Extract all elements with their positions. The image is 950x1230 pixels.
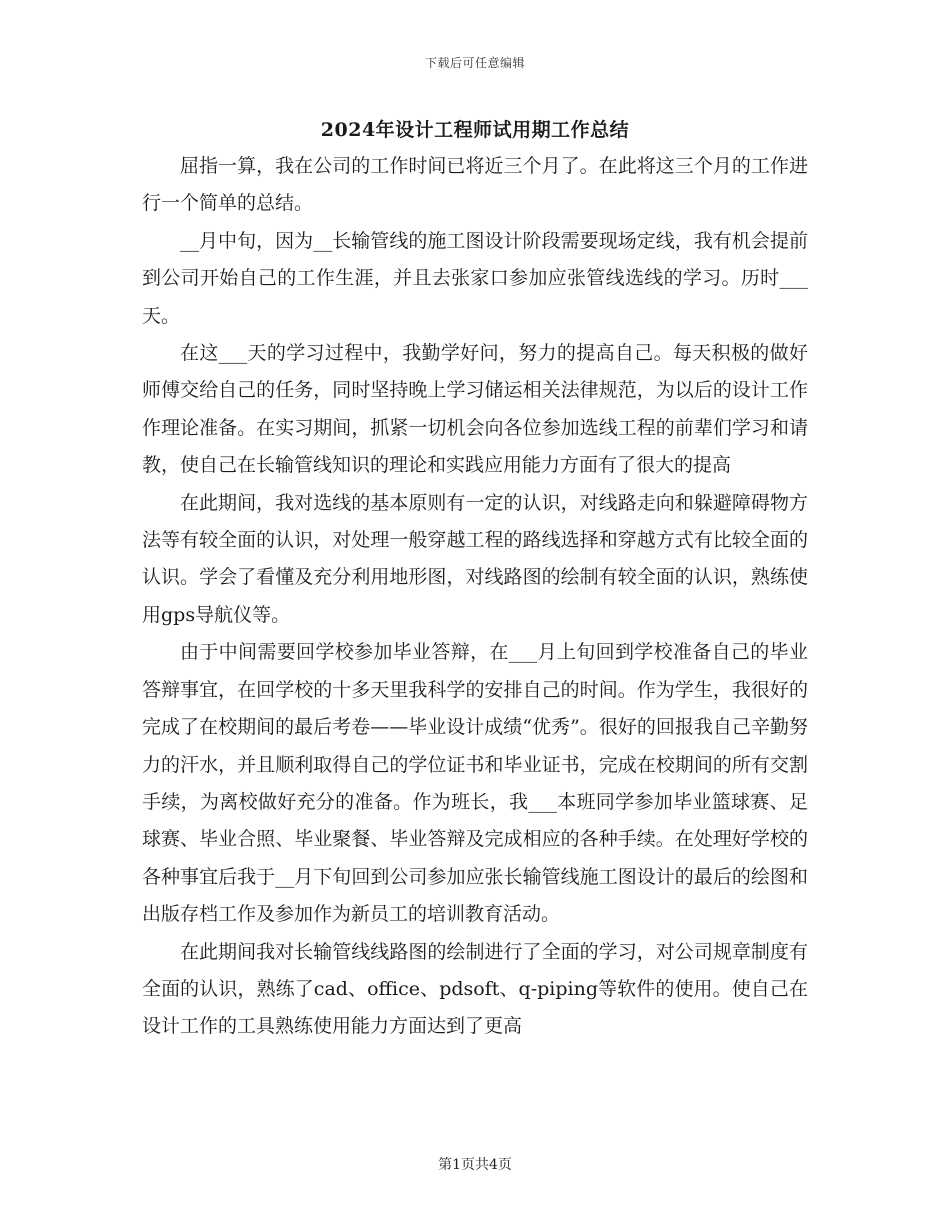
page-number: 第1页共4页 xyxy=(438,1157,512,1173)
header-note: 下载后可任意编辑 xyxy=(424,56,525,70)
paragraph: 在此期间我对长输管线线路图的绘制进行了全面的学习，对公司规章制度有全面的认识，熟练了cad、office、pdsoft、q-piping等软件的使用。使自己在设计工作的工具熟练使用能力方面达到了更高 xyxy=(142,940,808,1038)
paragraph: 在这___天的学习过程中，我勤学好问，努力的提高自己。每天积极的做好师傅交给自己的任务，同时坚持晚上学习储运相关法律规范，为以后的设计工作作理论准备。在实习期间，抓紧一切机会向各位参加选线工程的前辈们学习和请教，使自己在长输管线知识的理论和实践应用能力方面有了很大的提高 xyxy=(142,342,808,477)
document-title: 2024年设计工程师试用期工作总结 xyxy=(320,119,630,141)
paragraph: 由于中间需要回学校参加毕业答辩，在___月上旬回到学校准备自己的毕业答辩事宜，在回学校的十多天里我科学的安排自己的时间。作为学生，我很好的完成了在校期间的最后考卷——毕业设计成绩“优秀”。很好的回报我自己辛勤努力的汗水，并且顺利取得自己的学位证书和毕业证书，完成在校期间的所有交割手续，为离校做好充分的准备。作为班长，我___本班同学参加毕业篮球赛、足球赛、毕业合照、毕业聚餐、毕业答辩及完成相应的各种手续。在处理好学校的各种事宜后我于__月下旬回到公司参加应张长输管线施工图设计的最后的绘图和出版存档工作及参加作为新员工的培训教育活动。 xyxy=(142,641,808,926)
paragraph: 屈指一算，我在公司的工作时间已将近三个月了。在此将这三个月的工作进行一个简单的总结。 xyxy=(142,155,808,215)
paragraph: 在此期间，我对选线的基本原则有一定的认识，对线路走向和躲避障碍物方法等有较全面的认识，对处理一般穿越工程的路线选择和穿越方式有比较全面的认识。学会了看懂及充分利用地形图，对线路图的绘制有较全面的认识，熟练使用gps导航仪等。 xyxy=(142,491,808,626)
paragraph: __月中旬，因为__长输管线的施工图设计阶段需要现场定线，我有机会提前到公司开始自己的工作生涯，并且去张家口参加应张管线选线的学习。历时___天。 xyxy=(142,229,808,327)
document-body xyxy=(142,148,808,1046)
